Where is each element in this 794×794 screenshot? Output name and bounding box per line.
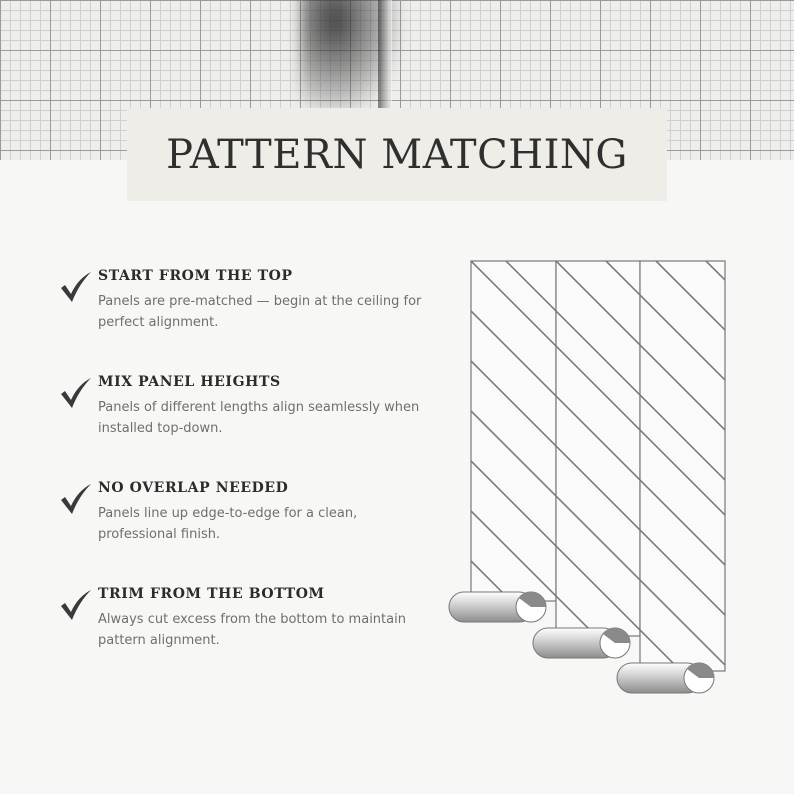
feature-text: Panels line up edge-to-edge for a clean, professional finish.: [98, 506, 358, 542]
feature-heading: NO OVERLAP NEEDED: [98, 480, 289, 496]
feature-item: [58, 374, 438, 470]
check-icon: [58, 482, 94, 516]
feature-item: [58, 586, 438, 682]
feature-item: [58, 268, 438, 364]
feature-text: Always cut excess from the bottom to maintain pattern alignment.: [98, 612, 406, 648]
feature-heading: START FROM THE TOP: [98, 268, 293, 284]
wallpaper-panels-illustration: [440, 250, 740, 710]
wallpaper-roll: [617, 663, 714, 693]
check-icon: [58, 588, 94, 622]
feature-text: Panels of different lengths align seamlessly when installed top-down.: [98, 400, 420, 436]
wallpaper-roll: [533, 628, 630, 658]
page-title: PATTERN MATCHING: [166, 131, 628, 178]
feature-heading: TRIM FROM THE BOTTOM: [98, 586, 325, 602]
banner-fold: [378, 0, 392, 110]
feature-item: [58, 480, 438, 576]
title-box: [127, 108, 667, 201]
check-icon: [58, 270, 94, 304]
check-icon: [58, 376, 94, 410]
feature-list: [58, 258, 438, 682]
feature-text: Panels are pre-matched — begin at the ceiling for perfect alignment.: [98, 294, 422, 330]
wallpaper-roll: [449, 592, 546, 622]
feature-heading: MIX PANEL HEIGHTS: [98, 374, 281, 390]
